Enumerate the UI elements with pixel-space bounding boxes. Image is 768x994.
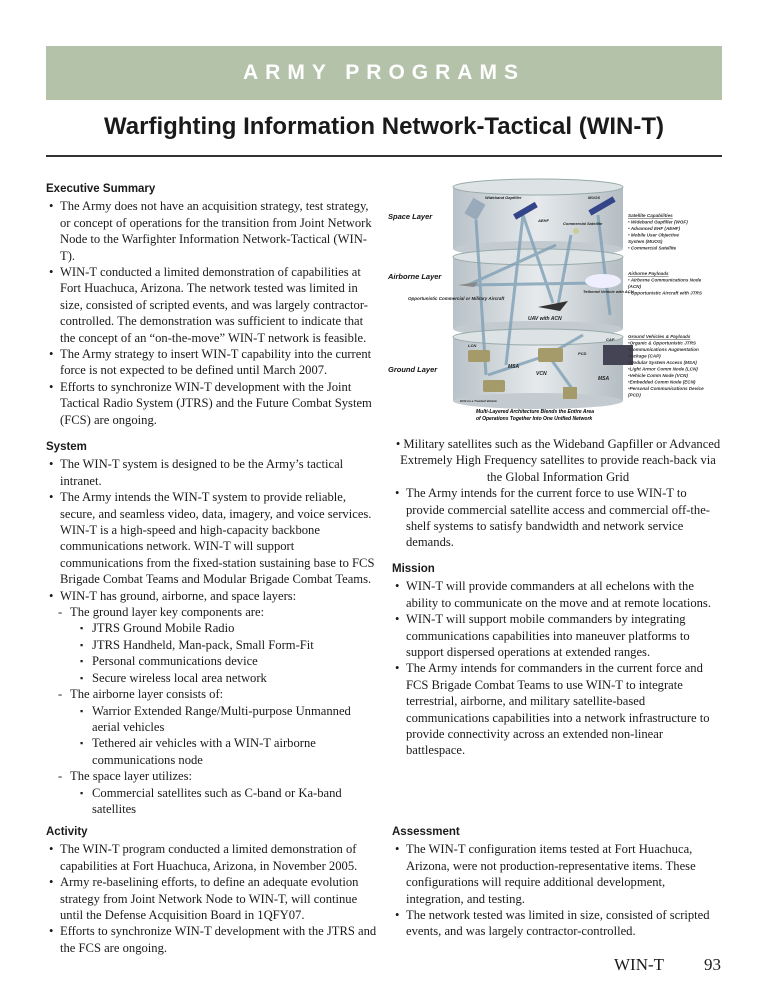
activity-section (46, 824, 378, 956)
space-layer-label: Space Layer (388, 212, 433, 221)
wgf-label: Wideband Gapfiller (485, 195, 522, 200)
footer-program: WIN-T (614, 955, 665, 974)
list-item: - The airborne layer consists of: (46, 686, 378, 702)
legend-item: (PCD) (628, 392, 641, 398)
ground-cylinder (453, 329, 623, 409)
list-item: ▪ Secure wireless local area network (46, 670, 378, 686)
system-list (46, 456, 378, 817)
commercial-label: Commercial Satellite (563, 221, 603, 226)
legend-item: System (MUOS) (628, 239, 663, 244)
list-item: • Efforts to synchronize WIN-T development with the JTRS and the FCS are ongoing. (46, 923, 378, 956)
exec-summary-list (46, 198, 378, 428)
list-item: • The WIN-T system is designed to be the Army’s tactical intranet. (46, 456, 378, 489)
legend-item: •Personal Communications Device (628, 386, 704, 391)
ecn-label: ECN on a Tracked Vehicle (460, 399, 497, 403)
list-item: • The WIN-T program conducted a limited demonstration of capabilities at Fort Huachuca, Arizona, in November 2005. (46, 841, 378, 874)
mission-section (392, 561, 724, 759)
section-heading: Mission (392, 563, 435, 575)
ground-layer-label: Ground Layer (388, 365, 438, 374)
list-item: • WIN-T will provide commanders at all echelons with the ability to communicate on the move and at remote locations. (392, 578, 724, 611)
vcn-label: VCN (536, 371, 547, 377)
list-item: ▪ Warrior Extended Range/Multi-purpose Unmanned aerial vehicles (46, 703, 378, 736)
section-heading: Activity (46, 826, 88, 838)
list-item: ▪ JTRS Handheld, Man-pack, Small Form-Fit (46, 637, 378, 653)
activity-list (46, 841, 378, 956)
legend-item: •Organic & Opportunistic JTRS (628, 340, 696, 346)
legend-item: • Advanced EHF (AEHF) (628, 226, 680, 231)
airborne-layer-label: Airborne Layer (388, 272, 442, 281)
list-item: ▪ Personal communications device (46, 653, 378, 669)
section-heading: Executive Summary (46, 183, 156, 195)
list-item: • Army re-baselining efforts, to define an adequate evolution strategy from Joint Network Node to WIN-T, will continue until the Defense Acquisition Board in 1QFY07. (46, 874, 378, 923)
list-item: ▪ Tethered air vehicles with a WIN-T airborne communications node (46, 735, 378, 768)
list-item: - The ground layer key components are: (46, 604, 378, 620)
legend-item: • Opportunistic Aircraft with JTRS (628, 290, 702, 296)
legend-item: (ACN) (628, 284, 642, 289)
mission-list (392, 578, 724, 758)
page-title: Warfighting Information Network-Tactical (WIN-T) (104, 113, 664, 140)
win-t-architecture-diagram (388, 165, 728, 427)
assessment-section (392, 824, 724, 940)
section-heading: System (46, 441, 87, 453)
system-section (46, 439, 378, 817)
legend-item: • Commercial Satellite (628, 245, 677, 251)
pcd-label: PCD (578, 351, 587, 356)
assessment-list (392, 841, 724, 939)
uav-label: UAV with ACN (528, 316, 562, 322)
list-item: • WIN-T will support mobile commanders by integrating communications capabilities into maneuver platforms to support dispersed operations at extended ranges. (392, 611, 724, 660)
opportunistic-label: Opportunistic Commercial or Military Aircraft (408, 296, 505, 301)
legend-item: • Mobile User Objective (628, 232, 679, 238)
lcn-label: LCN (468, 343, 477, 348)
title-divider (46, 155, 722, 157)
figure-caption: of Operations Together Into One Unified Network (476, 416, 593, 422)
legend-item: • Wideband Gapfiller (WGF) (628, 219, 688, 225)
cap-label: CAP (606, 337, 615, 342)
list-item: • The network tested was limited in size, consisted of scripted events, and was largely contractor-controlled. (392, 907, 724, 940)
aehf-label: AEHF (538, 218, 549, 223)
legend-heading: Satellite Capabilities (628, 213, 673, 218)
list-item: • Efforts to synchronize WIN-T development with the Joint Tactical Radio System (JTRS) and the Future Combat System (FCS) are ongoing. (46, 379, 378, 428)
legend-item: •Vehicle Comm Node (VCN) (628, 373, 688, 378)
list-item: • WIN-T has ground, airborne, and space layers: (46, 588, 378, 604)
msa-label: MSA (508, 364, 520, 370)
list-item: • WIN-T conducted a limited demonstration of capabilities at Fort Huachuca, Arizona. The network tested was limited in size, consisted of scripted events, and was largely contractor-controlled. The demonstration was sufficient to indicate that the concept of an “on-the-move” WIN-T network is feasible. (46, 264, 378, 346)
list-item: • The Army strategy to insert WIN-T capability into the current force is not expected to be defined until March 2007. (46, 346, 378, 379)
diagram-legend (627, 213, 704, 398)
tethered-label: Tethered Vehicle with ACN (583, 289, 634, 294)
list-item: ▪ Commercial satellites such as C-band or Ka-band satellites (46, 785, 378, 818)
legend-item: •Embedded Comm Node (ECN) (628, 379, 696, 385)
list-item: - The space layer utilizes: (46, 768, 378, 784)
list-item: • The WIN-T configuration items tested at Fort Huachuca, Arizona, were not production-representative items. These configurations will require additional development, integration, and testing. (392, 841, 724, 907)
legend-item: • Airborne Communications Node (628, 277, 702, 283)
list-item: ▪ JTRS Ground Mobile Radio (46, 620, 378, 636)
legend-item: Package (CAP) (628, 353, 661, 359)
figure-caption: Multi-Layered Architecture Blends the Entire Area (476, 409, 594, 415)
section-heading: Assessment (392, 826, 460, 838)
section-banner: ARMY PROGRAMS (46, 46, 722, 100)
list-item: • The Army intends for the current force to use WIN-T to provide commercial satellite access and commercial off-the-shelf systems to satisfy bandwidth and network service demands. (392, 485, 724, 551)
legend-item: •Modular System Access (MSA) (628, 360, 697, 365)
legend-heading: Ground Vehicles & Payloads (628, 334, 691, 339)
list-item: • The Army intends for commanders in the current force and FCS Brigade Combat Teams to use WIN-T to integrate terrestrial, airborne, and military satellite-based communications capabilities into a network infrastructure to provide connectivity across an extended non-linear battlespace. (392, 660, 724, 758)
msa-label: MSA (598, 376, 610, 382)
list-item: • The Army intends the WIN-T system to provide reliable, secure, and seamless video, data, imagery, and voice services. WIN-T is a high-speed and high-capacity backbone communications network. WIN-T will support communications from the fixed-station sustaining base to FCS Brigade Combat Teams and Modular Brigade Combat Teams. (46, 489, 378, 587)
legend-heading: Airborne Payloads (628, 271, 669, 276)
list-item: • Military satellites such as the Wideband Gapfiller or Advanced Extremely High Frequency satellites to provide reach-back via the Global Information Grid (395, 437, 721, 484)
page-number: 93 (704, 955, 721, 974)
legend-item: •Communications Augmentation (628, 347, 699, 352)
list-item: • The Army does not have an acquisition strategy, test strategy, or concept of operations for the transition from Joint Network Node to the Warfighter Information Network-Tactical (WIN-T). (46, 198, 378, 264)
system-continued-section (392, 436, 724, 551)
system-continued-list (392, 436, 724, 551)
legend-item: •Light Armor Comm Node (LCN) (628, 366, 698, 372)
executive-summary-section (46, 181, 378, 428)
muos-label: MUOS (588, 195, 600, 200)
